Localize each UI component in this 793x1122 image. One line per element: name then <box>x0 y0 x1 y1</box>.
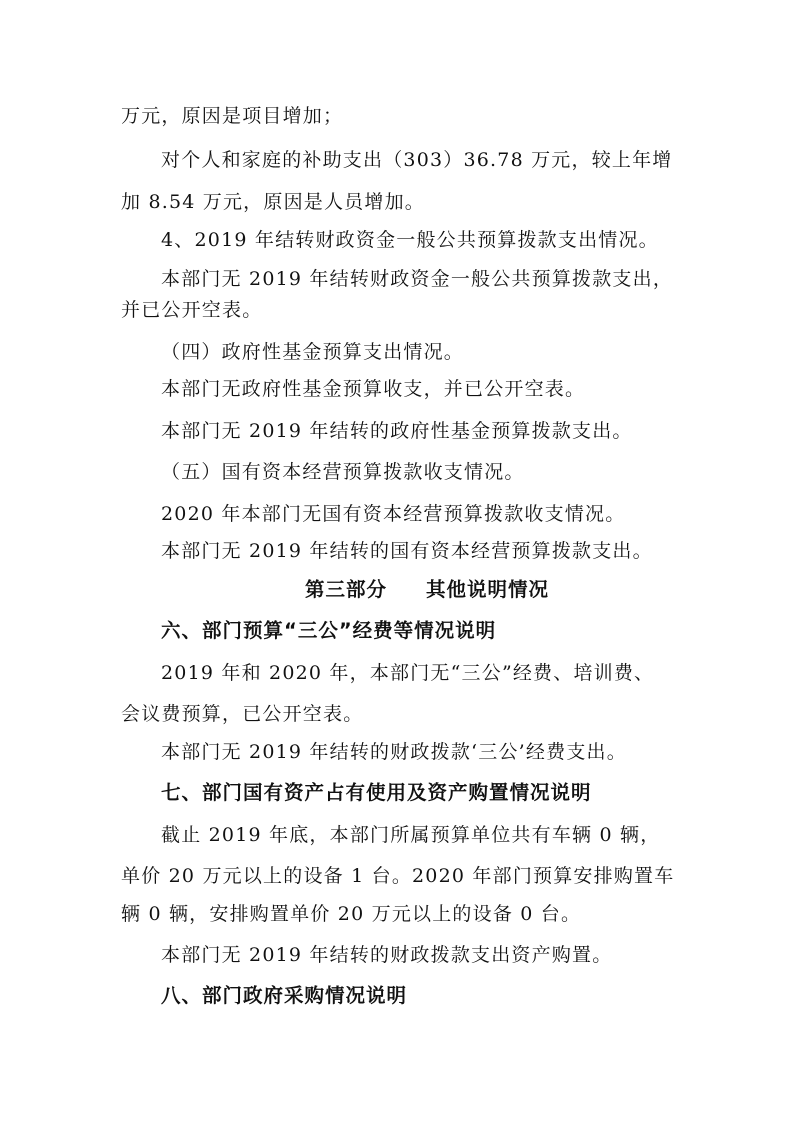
body-line-5: 本部门无 2019 年结转财政资金一般公共预算拨款支出， <box>161 268 674 290</box>
section-heading-seven: 七、部门国有资产占有使用及资产购置情况说明 <box>161 781 592 804</box>
body-line-6: 并已公开空表。 <box>121 299 263 321</box>
body-line-21: 辆 0 辆，安排购置单价 20 万元以上的设备 0 台。 <box>121 903 582 925</box>
body-line-12: 本部门无 2019 年结转的国有资本经营预算拨款支出。 <box>161 540 653 562</box>
body-line-7: （四）政府性基金预算支出情况。 <box>161 341 465 363</box>
body-line-22: 本部门无 2019 年结转的财政拨款支出资产购置。 <box>161 944 613 966</box>
body-line-11: 2020 年本部门无国有资本经营预算拨款收支情况。 <box>161 503 626 525</box>
body-line-16: 会议费预算，已公开空表。 <box>121 703 364 725</box>
body-line-4: 4、2019 年结转财政资金一般公共预算拨款支出情况。 <box>161 229 659 251</box>
section-heading-eight: 八、部门政府采购情况说明 <box>161 984 408 1007</box>
body-line-3: 加 8.54 万元，原因是人员增加。 <box>121 191 425 213</box>
body-line-19: 截止 2019 年底，本部门所属预算单位共有车辆 0 辆， <box>161 824 661 846</box>
body-line-20: 单价 20 万元以上的设备 1 台。2020 年部门预算安排购置车 <box>121 865 675 887</box>
body-line-1: 万元，原因是项目增加； <box>121 105 344 127</box>
body-line-2: 对个人和家庭的补助支出（303）36.78 万元，较上年增 <box>161 149 673 171</box>
body-line-17: 本部门无 2019 年结转的财政拨款‘三公’经费支出。 <box>161 741 627 763</box>
body-line-8: 本部门无政府性基金预算收支，并已公开空表。 <box>161 378 586 400</box>
body-line-15: 2019 年和 2020 年，本部门无“三公”经费、培训费、 <box>161 662 655 684</box>
section-heading-part-three: 第三部分 其他说明情况 <box>305 578 549 601</box>
body-line-9: 本部门无 2019 年结转的政府性基金预算拨款支出。 <box>161 420 633 442</box>
section-heading-six: 六、部门预算“三公”经费等情况说明 <box>161 619 497 642</box>
body-line-10: （五）国有资本经营预算拨款收支情况。 <box>161 461 525 483</box>
